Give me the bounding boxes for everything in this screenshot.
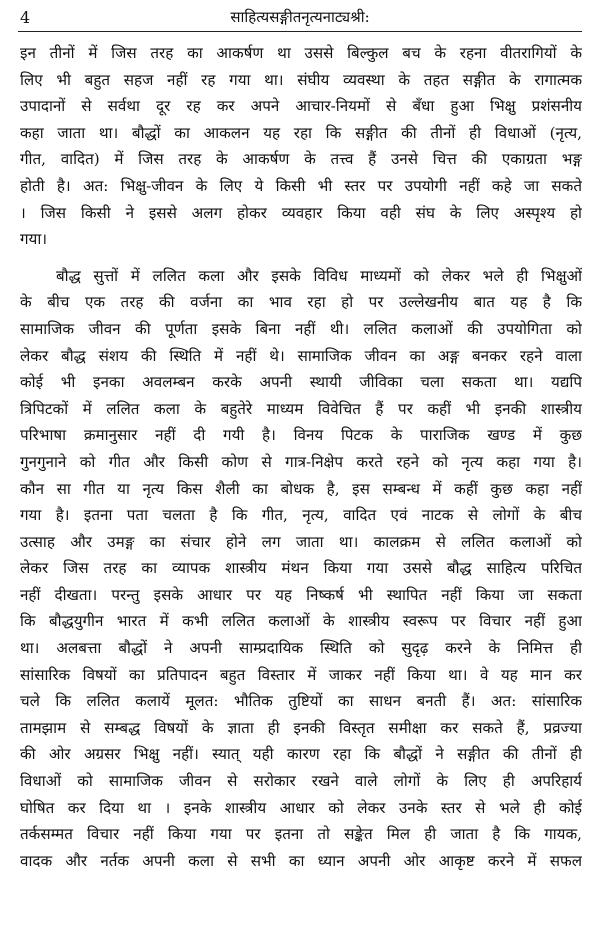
text-line: था। अलबत्ता बौद्धों ने अपनी साम्प्रदायिक स्थिति को सुदृढ़ करने के निमित्त ही: [20, 639, 582, 658]
text-line: वादक और नर्तक अपनी कला से सभी का ध्यान अपनी ओर आकृष्ट करने में सफल: [20, 851, 582, 870]
header-rule: [18, 31, 582, 32]
text-line: होती है। अत: भिक्षु-जीवन के लिए ये किसी भी स्तर पर उपयोगी नहीं कहे जा सकते: [20, 176, 582, 195]
text-line: घोषित कर दिया था । इनके शास्त्रीय आधार को लेकर उनके स्तर से भले ही कोई: [20, 798, 582, 817]
text-line: उपादानों से सर्वथा दूर रह कर अपने आचार-नियमों से बँधा हुआ भिक्षु प्रशंसनीय: [20, 97, 582, 116]
text-line: परिभाषा क्रमानुसार नहीं दी गयी है। विनय पिटक के पाराजिक खण्ड में कुछ: [20, 426, 582, 445]
text-line: के बीच एक तरह की वर्जना का भाव रहा हो पर उल्लेखनीय बात यह है कि: [20, 293, 582, 312]
text-line: गया।: [20, 230, 48, 249]
paragraph-spacer: [20, 253, 582, 263]
text-line: लेकर जिस तरह का व्यापक शास्त्रीय मंथन किया गया उससे बौद्ध साहित्य परिचित: [20, 559, 582, 578]
text-line: गीत, वादित) में जिस तरह के आकर्षण के तत्त्व हैं उनसे चित्त की एकाग्रता भङ्ग: [20, 150, 582, 169]
text-line: गुनगुनाने को गीत और किसी कोण से गात्र-निक्षेप करते रहने को नृत्य कहा गया है।: [20, 452, 582, 471]
text-line: तामझाम से सम्बद्ध विषयों के ज्ञाता ही इनकी विस्तृत समीक्षा कर सकते हैं, प्रव्रज्या: [20, 718, 582, 737]
text-line: बौद्ध सुत्तों में ललित कला और इसके विविध माध्यमों को लेकर भले ही भिक्षुओं: [56, 266, 582, 285]
running-title: साहित्यसङ्गीतनृत्यनाट्यश्री:: [230, 8, 370, 26]
text-line: कि बौद्धयुगीन भारत में कभी ललित कलाओं के शास्त्रीय स्वरूप पर विचार नहीं हुआ: [20, 612, 582, 631]
text-line: नहीं दीखता। परन्तु इसके आधार पर यह निष्कर्ष भी स्थापित नहीं किया जा सकता: [20, 585, 582, 604]
text-line: त्रिपिटकों में ललित कला के बहुतेरे माध्यम विवेचित हैं पर कहीं भी इनकी शास्त्रीय: [20, 399, 582, 418]
text-line: उत्साह और उमङ्ग का संचार होने लग जाता था। कालक्रम से ललित कलाओं को: [20, 532, 582, 551]
text-line: गया है। इतना पता चलता है कि गीत, नृत्य, वादित एवं नाटक से लोगों के बीच: [20, 506, 582, 525]
text-line: सामाजिक जीवन की पूर्णता इसके बिना नहीं थी। ललित कलाओं की उपयोगिता को: [20, 319, 582, 338]
body-text: [20, 40, 582, 874]
text-line: लेकर बौद्ध संशय की स्थिति में नहीं थे। सामाजिक जीवन का अङ्ग बनकर रहने वाला: [20, 346, 582, 365]
text-line: तर्कसम्मत विचार नहीं किया गया पर इतना तो सङ्केत मिल ही जाता है कि गायक,: [20, 825, 582, 844]
text-line: कहा जाता था। बौद्धों का आकलन यह रहा कि सङ्गीत की तीनों ही विधाओं (नृत्य,: [20, 123, 582, 142]
text-line: । जिस किसी ने इससे अलग होकर व्यवहार किया वही संघ के लिए अस्पृश्य हो: [20, 203, 582, 222]
text-line: कोई भी इनका अवलम्बन करके अपनी स्थायी जीविका चला सकता था। यद्यपि: [20, 373, 582, 392]
text-line: की ओर अग्रसर भिक्षु नहीं। स्यात् यही कारण रहा कि बौद्धों ने सङ्गीत की तीनों ही: [20, 745, 582, 764]
text-line: सांसारिक विषयों का प्रतिपादन बहुत विस्तार में जाकर नहीं किया था। वे यह मान कर: [20, 665, 582, 684]
page-number: 4: [20, 8, 31, 27]
text-line: इन तीनों में जिस तरह का आकर्षण था उससे बिल्कुल बच के रहना वीतरागियों के: [20, 44, 582, 62]
paragraph: [20, 263, 582, 875]
text-line: लिए भी बहुत सहज नहीं रह गया था। संघीय व्यवस्था के तहत सङ्गीत के रागात्मक: [20, 70, 582, 89]
text-line: चले कि ललित कलायें मूलत: भौतिक तुष्टियों का साधन बनती हैं। अत: सांसारिक: [20, 692, 582, 711]
text-line: कौन सा गीत या नृत्य किस शैली का बोधक है, इस सम्बन्ध में कहीं कुछ कहा नहीं: [20, 479, 582, 498]
text-line: विधाओं को सामाजिक जीवन से सरोकार रखने वाले लोगों के लिए ही अपरिहार्य: [20, 772, 582, 791]
page-header: [18, 4, 582, 30]
paragraph: [20, 40, 582, 253]
